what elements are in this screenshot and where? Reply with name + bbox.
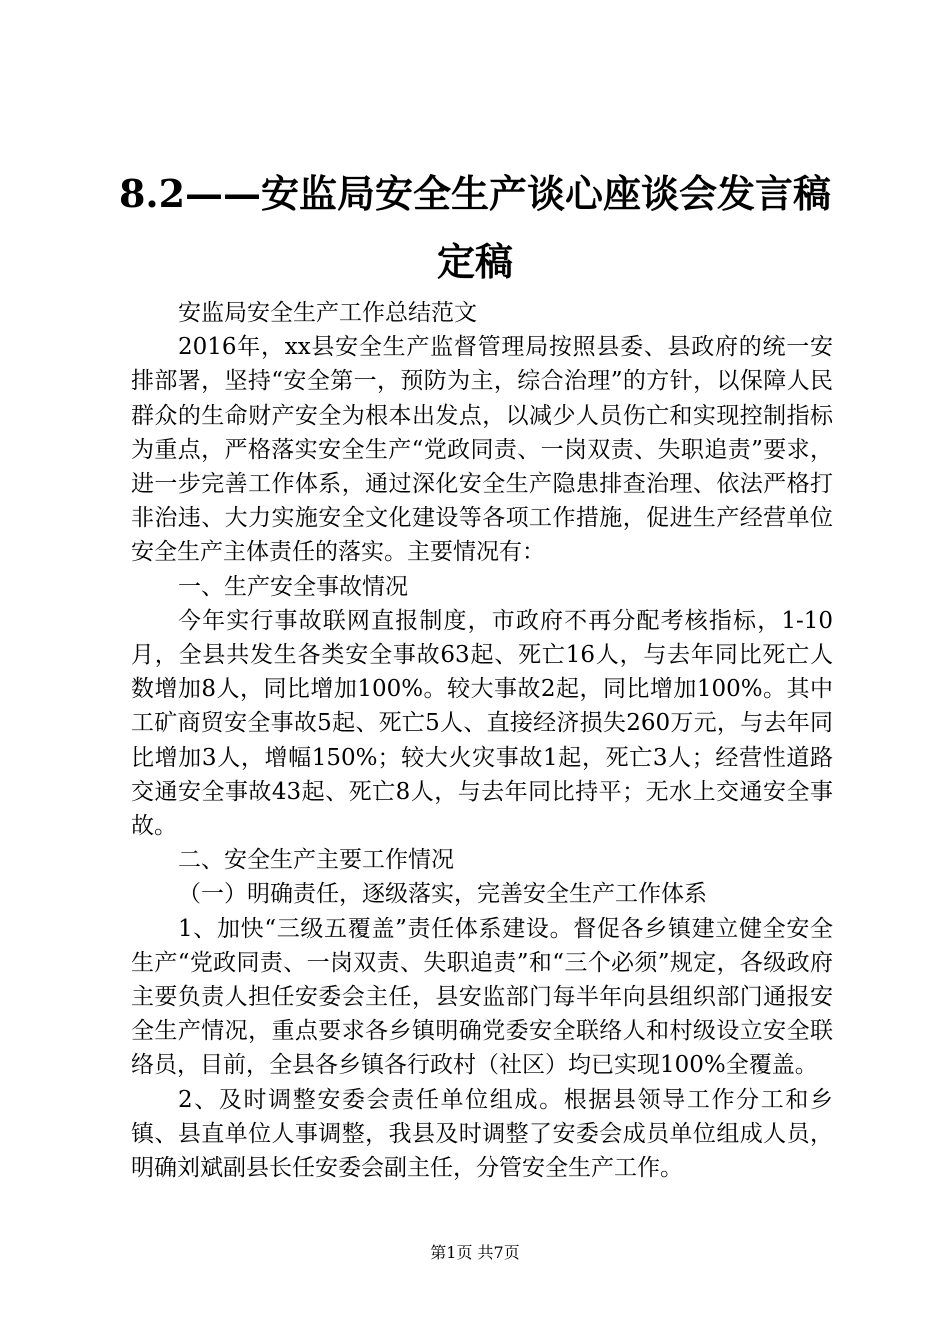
page-footer: 第1页 共7页 xyxy=(430,1243,520,1262)
section-heading-accidents: 一、生产安全事故情况 xyxy=(178,573,408,600)
paragraph-subtitle: 安监局安全生产工作总结范文 xyxy=(178,300,477,326)
paragraph-item-2: 2、及时调整安委会责任单位组成。根据县领导工作分工和乡镇、县直单位人事调整，我县及时调整了安委会成员单位组成人员，明确刘斌副县长任安委会副主任，分管安全生产工作。 xyxy=(131,1086,833,1182)
subsection-heading-responsibility: （一）明确责任，逐级落实，完善安全生产工作体系 xyxy=(178,881,707,908)
paragraph-intro: 2016年，xx县安全生产监督管理局按照县委、县政府的统一安排部署，坚持“安全第一，预防为主，综合治理”的方针，以保障人民群众的生命财产安全为根本出发点，以减少人员伤亡和实现控制指标为重点，严格落实安全生产“党政同责、一岗双责、失职追责”要求，进一步完善工作体系，通过深化安全生产隐患排查治理、依法严格打非治违、大力实施安全文化建设等各项工作措施，促进生产经营单位安全生产主体责任的落实。主要情况有： xyxy=(131,334,833,566)
document-title: 8.2——安监局安全生产谈心座谈会发言稿定稿 xyxy=(118,171,832,284)
document-body xyxy=(131,296,833,1185)
paragraph-item-1: 1、加快“三级五覆盖”责任体系建设。督促各乡镇建立健全安全生产“党政同责、一岗双责、失职追责”和“三个必须”规定，各级政府主要负责人担任安委会主任，县安监部门每半年向县组织部门通报安全生产情况，重点要求各乡镇明确党委安全联络人和村级设立安全联络员，目前，全县各乡镇各行政村（社区）均已实现100%全覆盖。 xyxy=(131,915,833,1079)
section-heading-work: 二、安全生产主要工作情况 xyxy=(178,847,454,874)
paragraph-accident-stats: 今年实行事故联网直报制度，市政府不再分配考核指标，1-10月，全县共发生各类安全事故63起、死亡16人，与去年同比死亡人数增加8人，同比增加100%。较大事故2起，同比增加100%。其中工矿商贸安全事故5起、死亡5人、直接经济损失260万元，与去年同比增加3人，增幅150%；较大火灾事故1起，死亡3人；经营性道路交通安全事故43起、死亡8人，与去年同比持平；无水上交通安全事故。 xyxy=(131,607,833,840)
